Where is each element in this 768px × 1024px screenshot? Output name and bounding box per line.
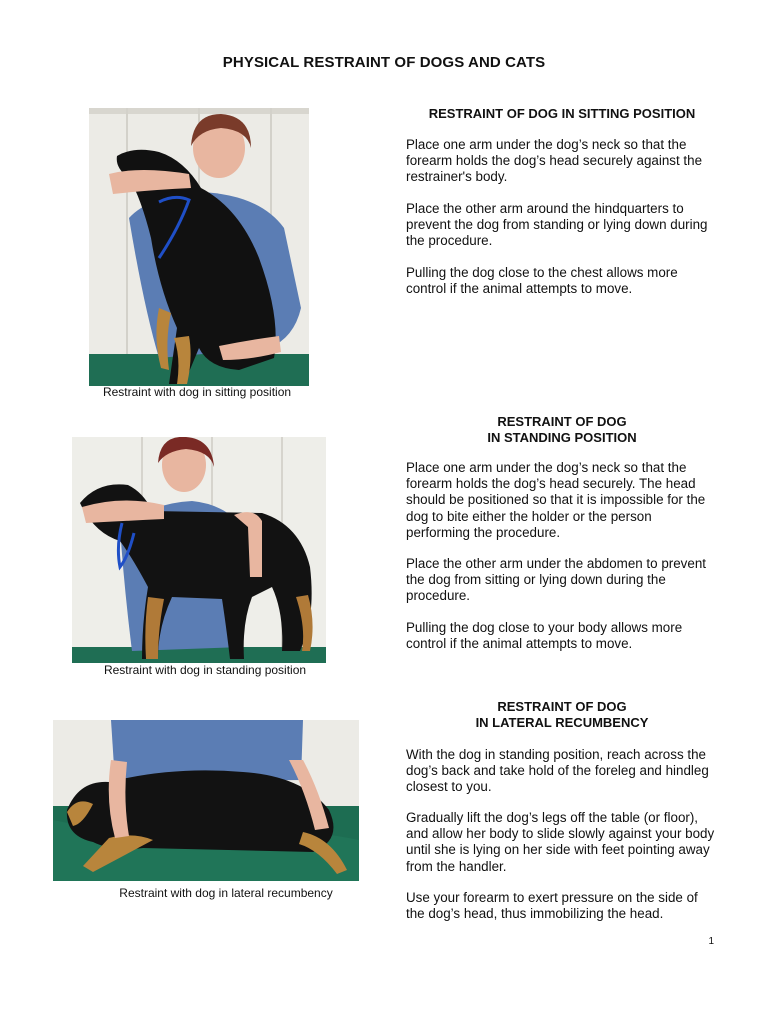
heading-line: RESTRAINT OF DOG	[497, 699, 627, 714]
paragraph: Gradually lift the dog’s legs off the table (or floor), and allow her body to slide slowly against your body until she is lying on her side with feet pointing away from the handler.	[406, 810, 715, 874]
caption-standing: Restraint with dog in standing position	[103, 663, 307, 677]
page-title: PHYSICAL RESTRAINT OF DOGS AND CATS	[222, 54, 546, 71]
heading-line: RESTRAINT OF DOG	[497, 414, 627, 429]
heading-sitting	[404, 106, 720, 122]
paragraph: Place the other arm around the hindquarters to prevent the dog from standing or lying down during the procedure.	[406, 201, 708, 249]
heading-line: IN LATERAL RECUMBENCY	[475, 715, 649, 730]
heading-standing	[404, 414, 720, 446]
heading-line: RESTRAINT OF DOG IN SITTING POSITION	[428, 106, 696, 121]
paragraph: With the dog in standing position, reach across the dog’s back and take hold of the foreleg and hindleg closest to you.	[406, 747, 709, 795]
paragraph: Place one arm under the dog’s neck so that the forearm holds the dog’s head securely against the restrainer's body.	[406, 137, 703, 185]
photo-dog-standing	[72, 437, 326, 663]
caption-sitting: Restraint with dog in sitting position	[102, 385, 292, 399]
caption-lateral-recumbency: Restraint with dog in lateral recumbency	[119, 886, 333, 900]
paragraph: Use your forearm to exert pressure on the side of the dog’s head, thus immobilizing the head.	[406, 890, 698, 922]
heading-line: IN STANDING POSITION	[487, 430, 637, 445]
photo-dog-lateral-recumbency	[53, 720, 359, 881]
paragraph: Place one arm under the dog’s neck so that the forearm holds the dog’s head securely. The head should be positioned so that it is impossible for the dog to bite either the holder or the person performing the procedure.	[406, 460, 706, 540]
heading-lateral-recumbency	[404, 699, 720, 731]
paragraph: Pulling the dog close to your body allows more control if the animal attempts to move.	[406, 620, 683, 652]
photo-dog-sitting	[89, 108, 309, 386]
paragraph: Pulling the dog close to the chest allows more control if the animal attempts to move.	[406, 265, 678, 297]
page-number: 1	[708, 936, 714, 947]
paragraph: Place the other arm under the abdomen to prevent the dog from sitting or lying down during the procedure.	[406, 556, 706, 604]
